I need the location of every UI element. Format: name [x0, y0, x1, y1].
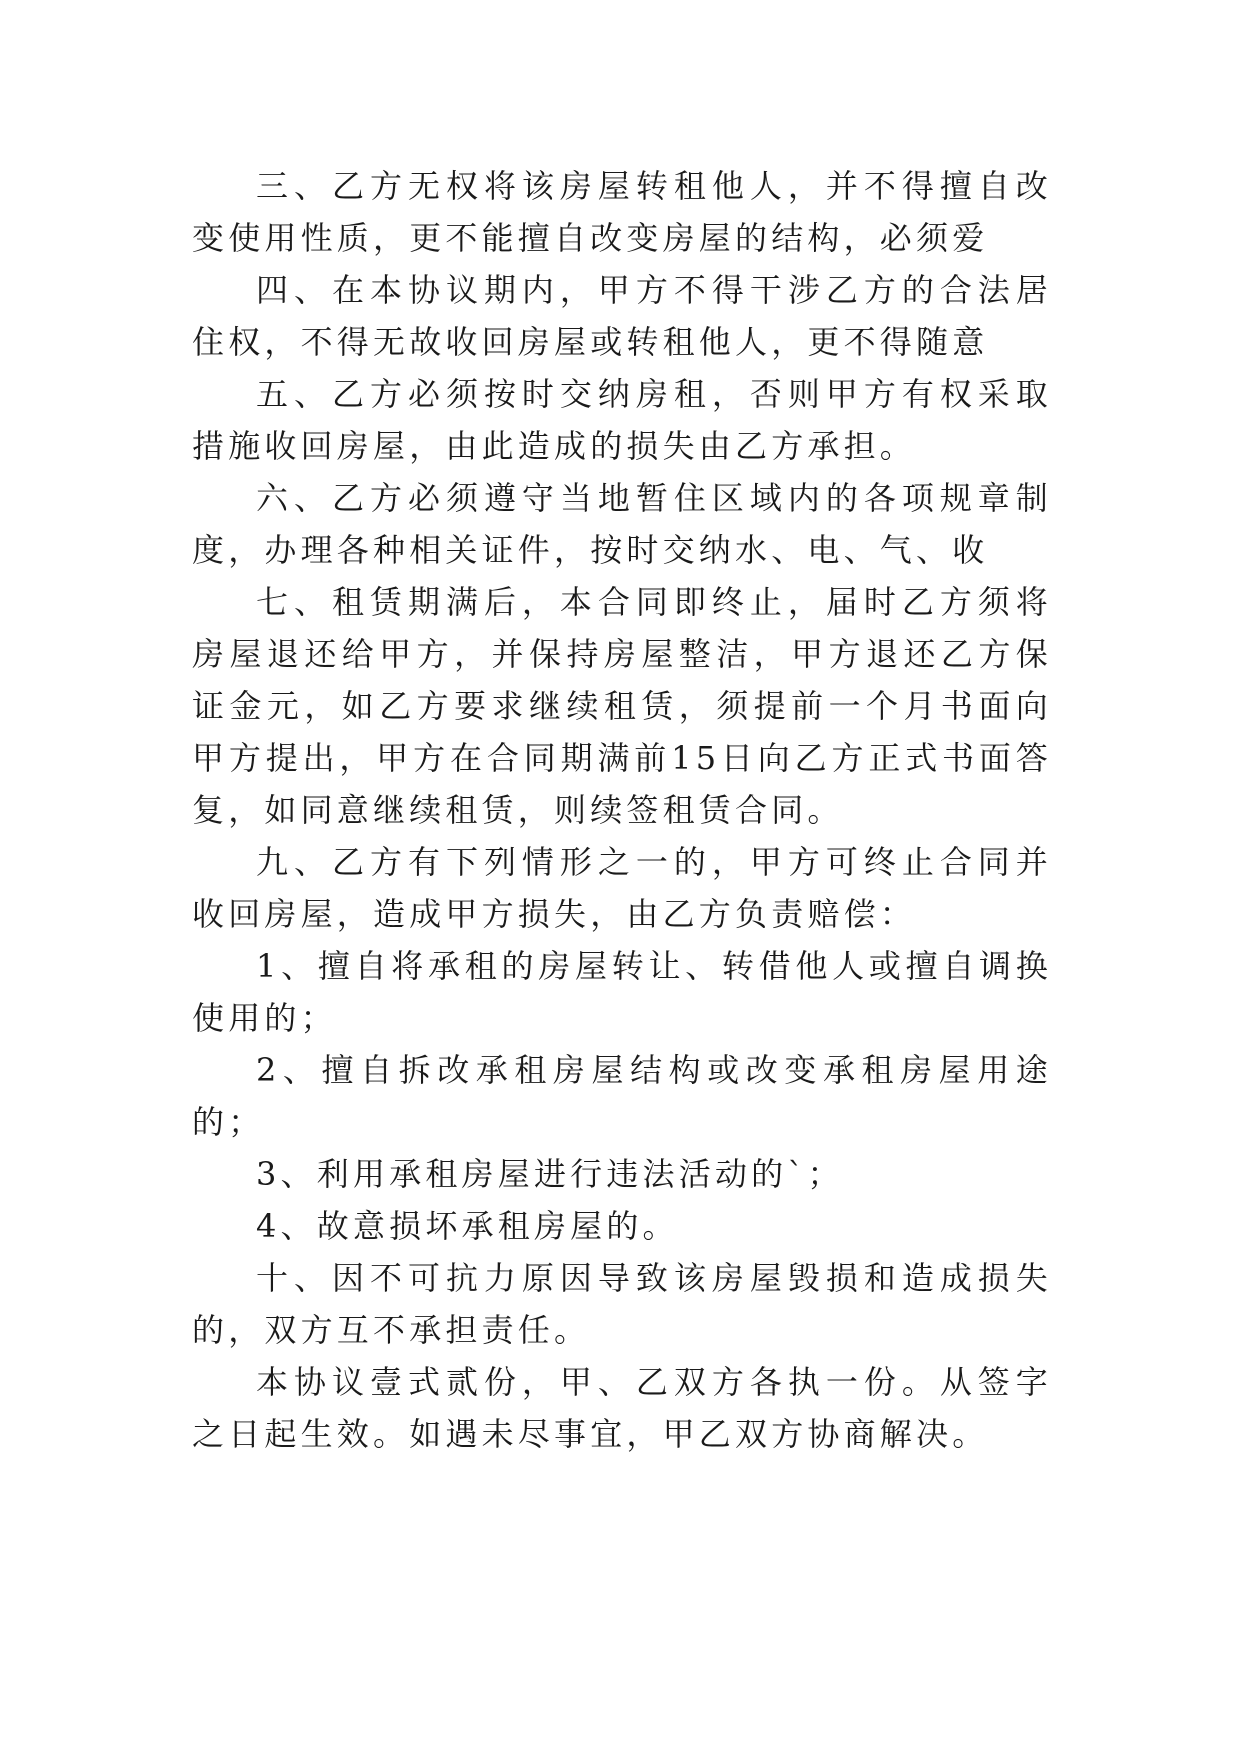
clause-9-item-2: 2、擅自拆改承租房屋结构或改变承租房屋用途的；: [192, 1051, 1052, 1141]
clause-7-paragraph: 七、租赁期满后，本合同即终止，届时乙方须将房屋退还给甲方，并保持房屋整洁，甲方退还乙方保证金元，如乙方要求继续租赁，须提前一个月书面向甲方提出，甲方在合同期满前15日向乙方正式书面答复，如同意继续租赁，则续签租赁合同。: [192, 583, 1052, 829]
clause-9-item-4: 4、故意损坏承租房屋的。: [256, 1207, 679, 1245]
clause-9-item-1: 1、擅自将承租的房屋转让、转借他人或擅自调换使用的；: [192, 947, 1052, 1037]
clause-9-paragraph: 九、乙方有下列情形之一的，甲方可终止合同并收回房屋，造成甲方损失，由乙方负责赔偿：: [192, 843, 1052, 933]
clause-10-paragraph: 十、因不可抗力原因导致该房屋毁损和造成损失的，双方互不承担责任。: [192, 1259, 1052, 1349]
closing-paragraph: 本协议壹式贰份，甲、乙双方各执一份。从签字之日起生效。如遇未尽事宜，甲乙双方协商解决。: [192, 1363, 1052, 1453]
clause-5-paragraph: 五、乙方必须按时交纳房租，否则甲方有权采取措施收回房屋，由此造成的损失由乙方承担。: [192, 375, 1052, 465]
clause-6-paragraph: 六、乙方必须遵守当地暂住区域内的各项规章制度，办理各种相关证件，按时交纳水、电、气、收: [192, 479, 1052, 569]
clause-4-paragraph: 四、在本协议期内，甲方不得干涉乙方的合法居住权，不得无故收回房屋或转租他人，更不得随意: [192, 271, 1052, 361]
clause-9-item-3: 3、利用承租房屋进行违法活动的`；: [256, 1155, 844, 1193]
document-body: [192, 160, 1052, 1460]
clause-3-paragraph: 三、乙方无权将该房屋转租他人，并不得擅自改变使用性质，更不能擅自改变房屋的结构，必须爱: [192, 167, 1052, 257]
